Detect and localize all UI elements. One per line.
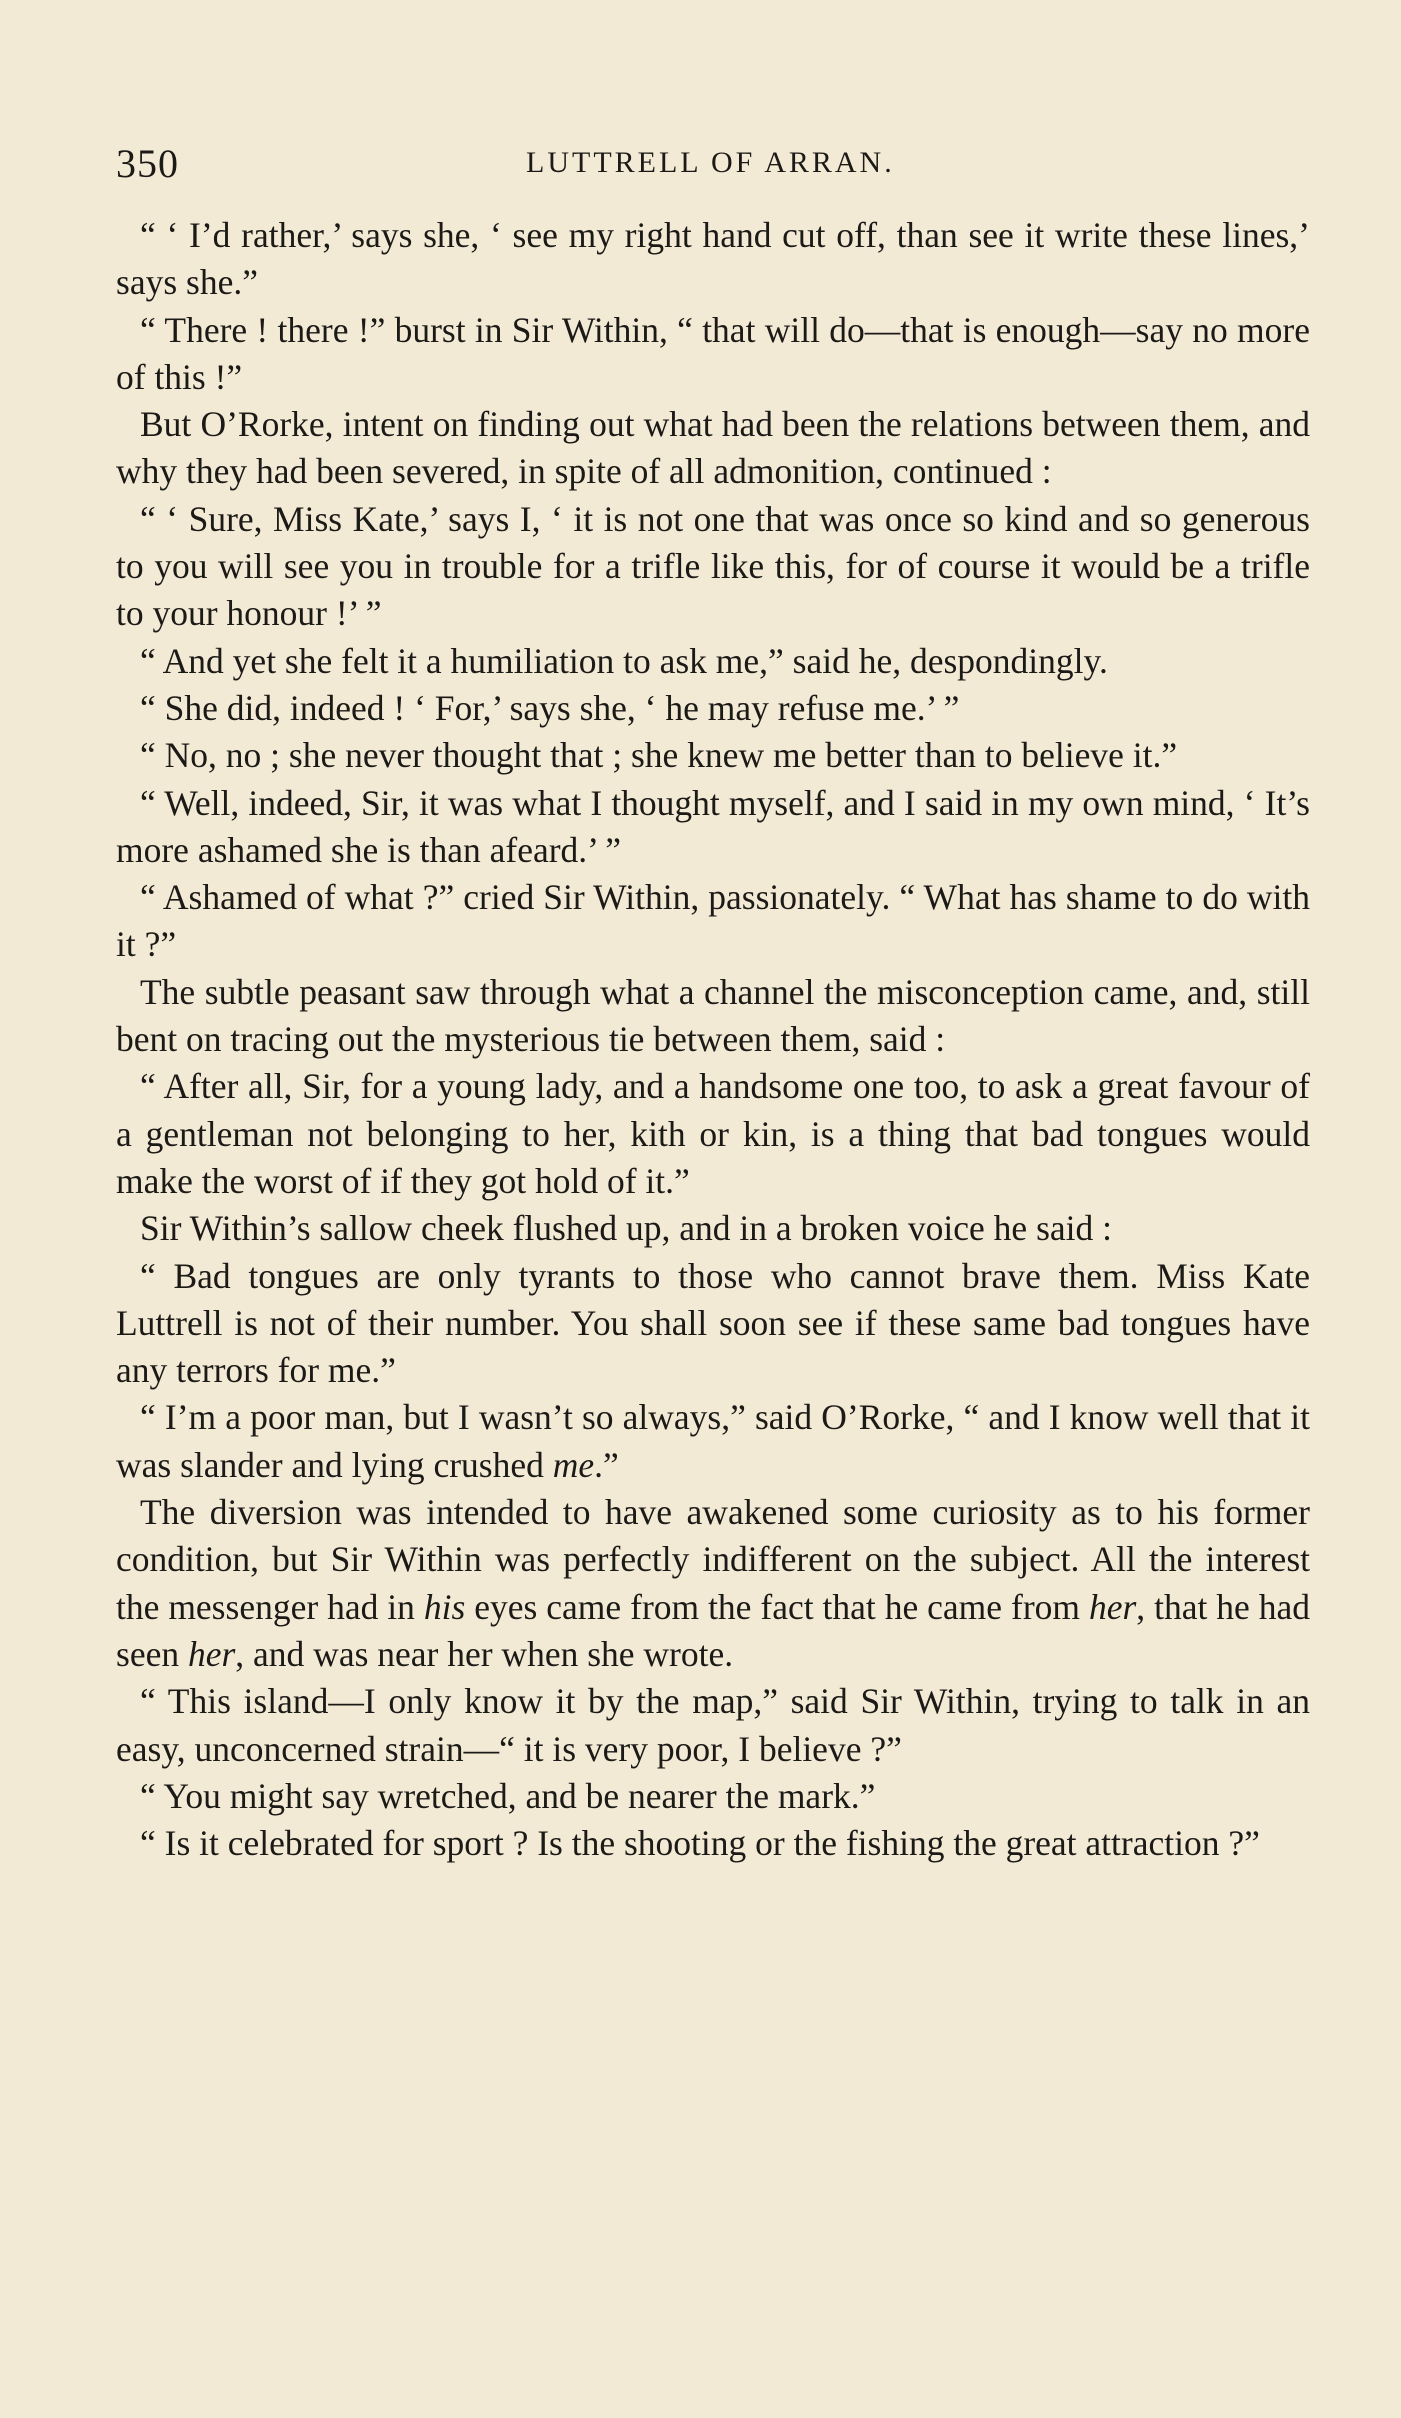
paragraph: “ Bad tongues are only tyrants to those who cannot brave them. Miss Kate Luttrell is not of their number. You shall soon see if these same bad tongues have any terrors for me.” [116,1255,1310,1391]
paragraph: “ Is it celebrated for sport ? Is the shooting or the fishing the great attraction ?” [140,1823,1260,1864]
paragraph: “ I’m a poor man, but I wasn’t so always,” said O’Rorke, “ and I know well that it was slander and lying crushed me.” [116,1397,1310,1485]
paragraph: “ This island—I only know it by the map,” said Sir Within, trying to talk in an easy, unconcerned strain—“ it is very poor, I believe ?” [116,1681,1310,1769]
paragraph: The diversion was intended to have awakened some curiosity as to his former condition, but Sir Within was perfectly indifferent on the subject. All the interest the messenger had in his eyes came from the fact that he came from her, that he had seen her, and was near her when she wrote. [116,1492,1310,1674]
paragraph: “ You might say wretched, and be nearer the mark.” [140,1775,876,1816]
paragraph: “ And yet she felt it a humiliation to ask me,” said he, despondingly. [140,640,1108,681]
paragraph: “ Well, indeed, Sir, it was what I thought myself, and I said in my own mind, ‘ It’s more ashamed she is than afeard.’ ” [116,782,1310,870]
paragraph: “ No, no ; she never thought that ; she knew me better than to believe it.” [140,735,1178,776]
running-head [116,140,1310,190]
paragraph: “ ‘ I’d rather,’ says she, ‘ see my right hand cut off, than see it write these lines,’ says she.” [116,215,1310,303]
paragraph: “ After all, Sir, for a young lady, and a handsome one too, to ask a great favour of a gentleman not belonging to her, kith or kin, is a thing that bad tongues would make the worst of if they got hold of it.” [116,1066,1310,1201]
paragraph: The subtle peasant saw through what a channel the misconception came, and, still bent on tracing out the mysterious tie between them, said : [116,971,1310,1060]
page-number: 350 [116,141,179,186]
body-text [116,212,1310,1867]
paragraph: “ Ashamed of what ?” cried Sir Within, passionately. “ What has shame to do with it ?” [116,877,1310,965]
paragraph: “ There ! there !” burst in Sir Within, “ that will do—that is enough—say no more of this !” [116,309,1310,397]
running-title: LUTTRELL OF ARRAN. [526,146,895,179]
paragraph: “ She did, indeed ! ‘ For,’ says she, ‘ he may refuse me.’ ” [140,687,960,728]
paragraph: But O’Rorke, intent on finding out what had been the relations between them, and why they had been severed, in spite of all admonition, continued : [116,404,1310,492]
paragraph: Sir Within’s sallow cheek flushed up, and in a broken voice he said : [140,1208,1112,1249]
paragraph: “ ‘ Sure, Miss Kate,’ says I, ‘ it is not one that was once so kind and so generous to you will see you in trouble for a trifle like this, for of course it would be a trifle to your honour !’ ” [116,498,1310,634]
